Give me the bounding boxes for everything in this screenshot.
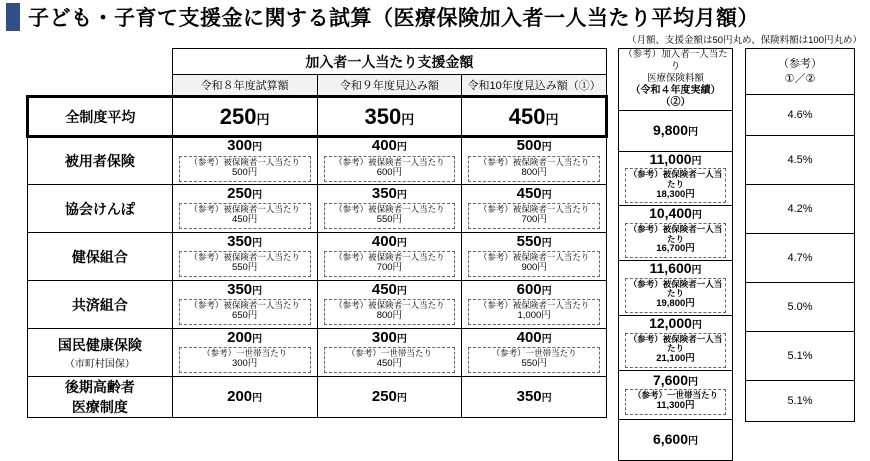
premium-header-line3: （令和４年度実績） bbox=[630, 84, 721, 96]
premium-subnote-kyokai: （参考）被保険者一人当たり 16,700円 bbox=[625, 223, 726, 258]
cell-employee-r10: 500円 （参考）被保険者一人当たり 800円 bbox=[462, 137, 607, 185]
cell-kyosai-r8: 350円 （参考）被保険者一人当たり 650円 bbox=[172, 281, 317, 329]
cell-koki-r8: 200円 bbox=[172, 377, 317, 418]
premium-row-kenpo bbox=[619, 261, 733, 316]
cell-employee-r9: 400円 （参考）被保険者一人当たり 600円 bbox=[317, 137, 462, 185]
premium-row-koki bbox=[619, 420, 733, 461]
subnote-kyosai-r8: （参考）被保険者一人当たり 650円 bbox=[179, 299, 311, 325]
subnote-kenpo-r9: （参考）被保険者一人当たり 700円 bbox=[324, 251, 456, 277]
ratio-header-line2: ①／② bbox=[784, 72, 816, 85]
premium-header-line2: 医療保険料額 bbox=[646, 72, 704, 84]
premium-row-kokuho bbox=[619, 371, 733, 420]
premium-subnote-employee: （参考）被保険者一人当たり 18,300円 bbox=[625, 168, 726, 203]
cell-kokuho-r8: 200円 （参考）一世帯当たり 300円 bbox=[172, 329, 317, 377]
subnote-kokuho-r10: （参考）一世帯当たり 550円 bbox=[468, 347, 600, 373]
row-label-kokuho: 国民健康保険 （市町村国保） bbox=[28, 329, 173, 377]
ratio-cell-employee: 4.5% bbox=[746, 136, 855, 185]
subnote-kenpo-r10: （参考）被保険者一人当たり 900円 bbox=[468, 251, 600, 277]
premium-header-line4: （②） bbox=[660, 97, 691, 109]
ratio-row-kyosai bbox=[746, 283, 855, 332]
ratio-cell-average: 4.6% bbox=[746, 95, 855, 136]
ratio-header-row bbox=[746, 49, 855, 95]
row-label-koki-koreisha: 後期高齢者 医療制度 bbox=[28, 377, 173, 418]
empty-corner-cell bbox=[28, 49, 173, 97]
cell-kyosai-r10: 600円 （参考）被保険者一人当たり 1,000円 bbox=[462, 281, 607, 329]
subnote-kyokai-r10: （参考）被保険者一人当たり 700円 bbox=[468, 203, 600, 229]
cell-kenpo-r10: 550円 （参考）被保険者一人当たり 900円 bbox=[462, 233, 607, 281]
subnote-employee-r9: （参考）被保険者一人当たり 600円 bbox=[324, 156, 456, 182]
cell-kenpo-r9: 400円 （参考）被保険者一人当たり 700円 bbox=[317, 233, 462, 281]
ratio-header-line1: （参考） bbox=[778, 58, 822, 71]
premium-subnote-kenpo: （参考）被保険者一人当たり 19,800円 bbox=[625, 278, 726, 313]
table-row-employee-insurance bbox=[28, 137, 607, 185]
cell-kokuho-r10: 400円 （参考）一世帯当たり 550円 bbox=[462, 329, 607, 377]
table-row-kenpo-kumiai bbox=[28, 233, 607, 281]
table-row-koki-koreisha bbox=[28, 377, 607, 418]
table-row-kokuho bbox=[28, 329, 607, 377]
premium-row-kyokai bbox=[619, 206, 733, 261]
ratio-cell-kokuho: 5.1% bbox=[746, 332, 855, 381]
subnote-kokuho-r9: （参考）一世帯当たり 450円 bbox=[324, 347, 456, 373]
premium-cell-employee: 11,000円 （参考）被保険者一人当たり 18,300円 bbox=[619, 151, 733, 206]
table-row-kyokai-kenpo bbox=[28, 185, 607, 233]
subnote-kyosai-r10: （参考）被保険者一人当たり 1,000円 bbox=[468, 299, 600, 325]
ratio-cell-kyosai: 5.0% bbox=[746, 283, 855, 332]
cell-kokuho-r9: 300円 （参考）一世帯当たり 450円 bbox=[317, 329, 462, 377]
support-amount-table-wrap bbox=[26, 48, 608, 418]
cell-kyokai-r8: 250円 （参考）被保険者一人当たり 450円 bbox=[172, 185, 317, 233]
row-label-employee-insurance: 被用者保険 bbox=[28, 137, 173, 185]
ratio-table bbox=[745, 48, 855, 422]
subnote-kyosai-r9: （参考）被保険者一人当たり 800円 bbox=[324, 299, 456, 325]
ratio-table-wrap bbox=[745, 48, 855, 422]
cell-kyokai-r10: 450円 （参考）被保険者一人当たり 700円 bbox=[462, 185, 607, 233]
subnote-kenpo-r8: （参考）被保険者一人当たり 550円 bbox=[179, 251, 311, 277]
cell-average-r8: 250円 bbox=[172, 97, 317, 137]
premium-header-row bbox=[619, 49, 733, 111]
ratio-row-koki bbox=[746, 381, 855, 422]
cell-kyosai-r9: 450円 （参考）被保険者一人当たり 800円 bbox=[317, 281, 462, 329]
premium-cell-kyosai: 12,000円 （参考）被保険者一人当たり 21,100円 bbox=[619, 316, 733, 371]
ratio-cell-koki: 5.1% bbox=[746, 381, 855, 422]
premium-subnote-kyosai: （参考）被保険者一人当たり 21,100円 bbox=[625, 333, 726, 368]
premium-subnote-kokuho: （参考）一世帯当たり 11,300円 bbox=[625, 389, 726, 415]
premium-row-average bbox=[619, 110, 733, 151]
table-header-row-group bbox=[28, 49, 607, 75]
col-header-r9: 令和９年度見込み額 bbox=[317, 75, 462, 97]
premium-cell-koki: 6,600円 bbox=[619, 420, 733, 461]
premium-cell-kenpo: 11,600円 （参考）被保険者一人当たり 19,800円 bbox=[619, 261, 733, 316]
premium-cell-average: 9,800円 bbox=[619, 110, 733, 151]
cell-average-r10: 450円 bbox=[462, 97, 607, 137]
subnote-employee-r10: （参考）被保険者一人当たり 800円 bbox=[468, 156, 600, 182]
ratio-cell-kyokai: 4.2% bbox=[746, 185, 855, 234]
cell-kenpo-r8: 350円 （参考）被保険者一人当たり 550円 bbox=[172, 233, 317, 281]
cell-koki-r9: 250円 bbox=[317, 377, 462, 418]
col-header-r8: 令和８年度試算額 bbox=[172, 75, 317, 97]
row-label-kenpo-kumiai: 健保組合 bbox=[28, 233, 173, 281]
cell-average-r9: 350円 bbox=[317, 97, 462, 137]
premium-table-wrap bbox=[618, 48, 733, 461]
ratio-row-kenpo bbox=[746, 234, 855, 283]
header-group-label: 加入者一人当たり支援金額 bbox=[172, 49, 606, 75]
ratio-row-kokuho bbox=[746, 332, 855, 381]
row-label-kyosai-kumiai: 共済組合 bbox=[28, 281, 173, 329]
subnote-kyokai-r8: （参考）被保険者一人当たり 450円 bbox=[179, 203, 311, 229]
premium-row-kyosai bbox=[619, 316, 733, 371]
premium-cell-kokuho: 7,600円 （参考）一世帯当たり 11,300円 bbox=[619, 371, 733, 420]
page-title: 子ども・子育て支援金に関する試算（医療保険加入者一人当たり平均月額） bbox=[28, 7, 759, 30]
subnote-employee-r8: （参考）被保険者一人当たり 500円 bbox=[179, 156, 311, 182]
premium-header-line1: （参考）加入者一人当たり bbox=[623, 49, 728, 72]
ratio-row-average bbox=[746, 95, 855, 136]
cell-employee-r8: 300円 （参考）被保険者一人当たり 500円 bbox=[172, 137, 317, 185]
row-label-kyokai-kenpo: 協会けんぽ bbox=[28, 185, 173, 233]
ratio-row-employee bbox=[746, 136, 855, 185]
premium-row-employee bbox=[619, 151, 733, 206]
support-amount-table bbox=[26, 48, 608, 418]
page-title-bar bbox=[0, 0, 870, 34]
ratio-header bbox=[746, 49, 855, 95]
ratio-cell-kenpo: 4.7% bbox=[746, 234, 855, 283]
premium-header bbox=[619, 49, 733, 111]
subnote-kyokai-r9: （参考）被保険者一人当たり 550円 bbox=[324, 203, 456, 229]
ratio-row-kyokai bbox=[746, 185, 855, 234]
cell-koki-r10: 350円 bbox=[462, 377, 607, 418]
title-accent-bar bbox=[6, 3, 20, 31]
table-row-kyosai-kumiai bbox=[28, 281, 607, 329]
row-label-average: 全制度平均 bbox=[28, 97, 173, 137]
premium-table bbox=[618, 48, 733, 461]
units-note: （月額、支援金額は50円丸め、保険料額は100円丸め） bbox=[626, 35, 862, 46]
col-header-r10: 令和10年度見込み額（①） bbox=[462, 75, 607, 97]
cell-kyokai-r9: 350円 （参考）被保険者一人当たり 550円 bbox=[317, 185, 462, 233]
subnote-kokuho-r8: （参考）一世帯当たり 300円 bbox=[179, 347, 311, 373]
premium-cell-kyokai: 10,400円 （参考）被保険者一人当たり 16,700円 bbox=[619, 206, 733, 261]
table-row-average bbox=[28, 97, 607, 137]
